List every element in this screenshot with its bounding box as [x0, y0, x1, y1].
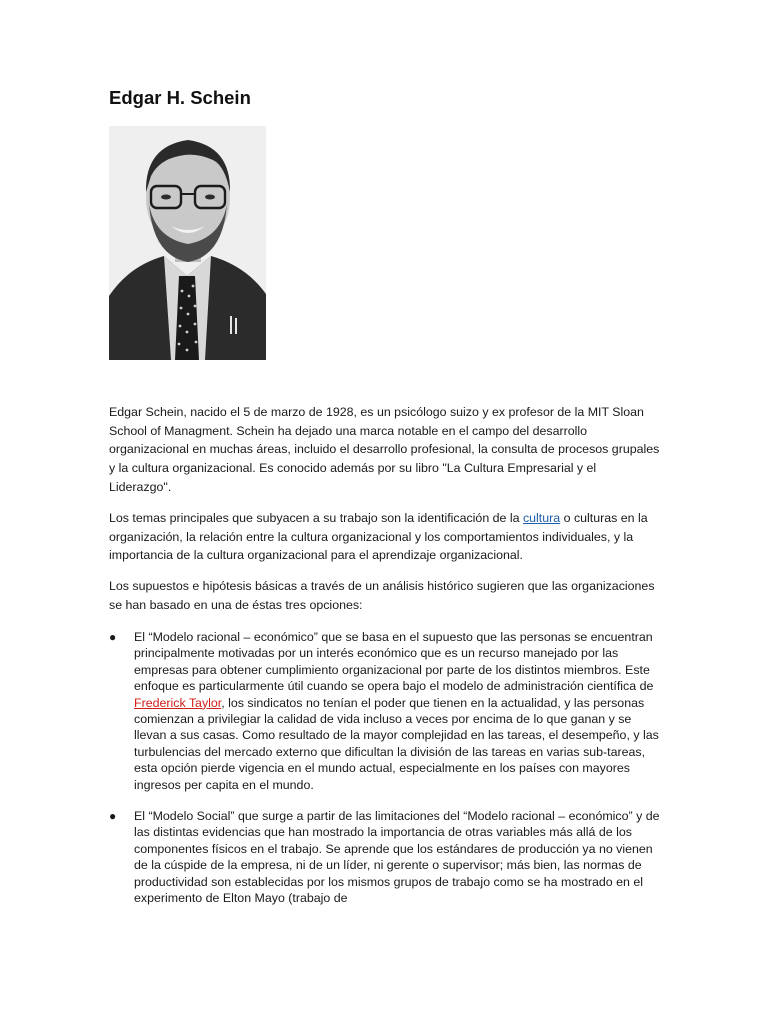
intro-paragraph: Edgar Schein, nacido el 5 de marzo de 1928, es un psicólogo suizo y ex profesor de la MIT Sloan School of Managment. Schein ha dejado una marca notable en el campo del desarrollo organizacional en muchas áreas, incluido el desarrollo profesional, la consulta de procesos grupales y la cultura organizacional. Es conocido además por su libro "La Cultura Empresarial y el Liderazgo". [109, 405, 660, 494]
bullet-marker: ● [109, 630, 117, 644]
themes-paragraph-text-before: Los temas principales que subyacen a su trabajo son la identificación de la [109, 511, 523, 525]
bullet-marker: ● [109, 809, 117, 823]
list-item [109, 808, 661, 906]
bullet-list-item-social-model [109, 808, 661, 906]
portrait-illustration [109, 126, 266, 360]
page-title: Edgar H. Schein [109, 87, 251, 108]
bullet-text: El “Modelo Social” que surge a partir de las limitaciones del “Modelo racional – económico” y de las distintas evidencias que han mostrado la importancia de otras variables más allá de los componentes físicos en el trabajo. Se aprende que los estándares de producción ya no vienen de la cúspide de la empresa, ni de un líder, ni gerente o supervisor; más bien, las normas de productividad son establecidas por los mismos grupos de trabajo como se ha mostrado en el experimento de Elton Mayo (trabajo de [134, 809, 660, 906]
cultura-link[interactable]: cultura [522, 511, 561, 525]
list-item [109, 629, 661, 793]
bullet-text-before: El “Modelo racional – económico” que se basa en el supuesto que las personas se encuentran principalmente motivadas por un interés económico que es un recurso manejado por las empresas para obtener cumplimiento organizacional por parte de los distintos miembros. Este enfoque es particularmente útil cuando se opera bajo el modelo de administración científica de [134, 630, 654, 694]
themes-paragraph [109, 509, 661, 565]
themes-paragraph-text-after: o culturas en la organización, la relación entre la cultura organizacional y los comportamientos individuales, y la importancia de la cultura organizacional para el aprendizaje organizacional. [109, 511, 648, 563]
bullet-text [134, 629, 661, 793]
bullet-list-item-rational-model [109, 629, 661, 793]
bullet-text-after: , los sindicatos no tenían el poder que tienen en la actualidad, y las personas comienzan a privilegiar la calidad de vida incluso a veces por encima de lo que ganan y se llevan a sus casas. Como resultado de la mayor complejidad en las tareas, el desempeño, y las turbulencias del mercado externo que dificultan la división de las tareas en varias sub-tareas, esta opción pierde vigencia en el mundo actual, especialmente en los países con mayores ingresos per capita en el mundo. [134, 695, 659, 792]
portrait-photo [109, 126, 266, 360]
frederick-taylor-link[interactable]: Frederick Taylor [134, 695, 222, 710]
assumptions-paragraph: Los supuestos e hipótesis básicas a través de un análisis histórico sugieren que las organizaciones se han basado en una de éstas tres opciones: [109, 579, 655, 612]
